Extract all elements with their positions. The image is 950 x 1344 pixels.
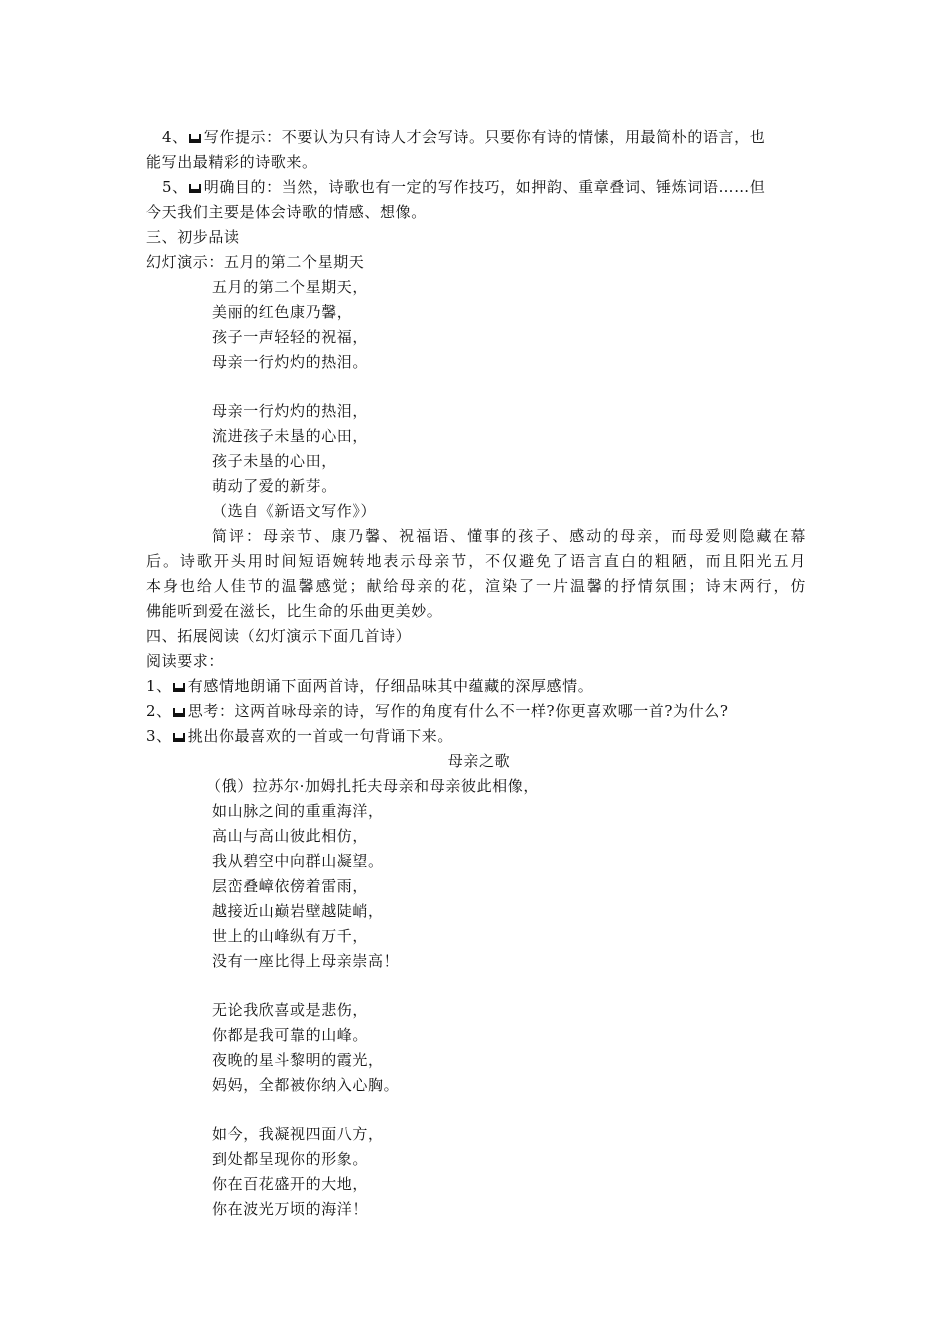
poem-2-line: 无论我欣喜或是悲伤，: [212, 1001, 369, 1019]
poem-1-source: （选自《新语文写作》）: [212, 502, 377, 520]
section-4-heading: 四、拓展阅读（幻灯演示下面几首诗）: [146, 627, 412, 645]
bullet-icon: [173, 733, 185, 742]
poem-1-line: 母亲一行灼灼的热泪，: [212, 402, 369, 420]
item-4-line-1: [162, 127, 822, 147]
poem-2-line: 你在百花盛开的大地，: [212, 1175, 369, 1193]
requirement-text: 有感情地朗诵下面两首诗，仔细品味其中蕴藏的深厚感情。: [187, 677, 594, 695]
bullet-icon: [173, 708, 185, 717]
poem-1-line: 萌动了爱的新芽。: [212, 477, 337, 495]
poem-2-line: 夜晚的星斗黎明的霞光，: [212, 1051, 384, 1069]
poem-2-line: 我从碧空中向群山凝望。: [212, 852, 384, 870]
poem-2-line: 如今，我凝视四面八方，: [212, 1125, 384, 1143]
poem-1-line: 美丽的红色康乃馨，: [212, 303, 353, 321]
item-4-number: 4、: [162, 128, 188, 146]
requirement-1: [146, 676, 806, 696]
poem-2-title: 母亲之歌: [447, 752, 511, 770]
poem-2-line: 没有一座比得上母亲崇高！: [212, 952, 400, 970]
poem-2-line: 越接近山巅岩壁越陡峭，: [212, 902, 384, 920]
section-3-heading: 三、初步品读: [146, 228, 240, 246]
slide-1-label: 幻灯演示：五月的第二个星期天: [146, 253, 365, 271]
bullet-icon: [189, 134, 201, 143]
comment-line-4: 佛能听到爱在滋长，比生命的乐曲更美妙。: [146, 602, 443, 620]
bullet-icon: [189, 184, 201, 193]
poem-1-line: 五月的第二个星期天，: [212, 278, 369, 296]
poem-2-line: 你在波光万顷的海洋！: [212, 1200, 369, 1218]
bullet-icon: [173, 683, 185, 692]
poem-2-author-line: （俄）拉苏尔·加姆扎托夫母亲和母亲彼此相像，: [206, 777, 539, 795]
item-4-text: 写作提示：不要认为只有诗人才会写诗。只要你有诗的情愫，用最简朴的语言，也: [203, 128, 766, 146]
item-5-line-1: [162, 177, 822, 197]
item-4-line-2: 能写出最精彩的诗歌来。: [146, 153, 318, 171]
poem-2-line: 层峦叠嶂依傍着雷雨，: [212, 877, 369, 895]
requirement-text: 挑出你最喜欢的一首或一句背诵下来。: [187, 727, 453, 745]
poem-2-line: 到处都呈现你的形象。: [212, 1150, 369, 1168]
item-5-text: 明确目的：当然，诗歌也有一定的写作技巧，如押韵、重章叠词、锤炼词语……但: [203, 178, 766, 196]
requirement-2: [146, 701, 806, 721]
comment-line-2: 后。诗歌开头用时间短语婉转地表示母亲节，不仅避免了语言直白的粗陋，而且阳光五月: [146, 552, 806, 570]
requirement-3: [146, 726, 806, 746]
poem-1-line: 母亲一行灼灼的热泪。: [212, 353, 369, 371]
requirement-number: 1、: [146, 677, 172, 695]
requirement-number: 3、: [146, 727, 172, 745]
requirement-number: 2、: [146, 702, 172, 720]
poem-2-line: 妈妈，全都被你纳入心胸。: [212, 1076, 400, 1094]
poem-1-line: 孩子未垦的心田，: [212, 452, 337, 470]
poem-1-line: 流进孩子未垦的心田，: [212, 427, 369, 445]
poem-2-line: 高山与高山彼此相仿，: [212, 827, 369, 845]
item-5-number: 5、: [162, 178, 188, 196]
reading-requirements-label: 阅读要求：: [146, 652, 225, 670]
comment-line-3: 本身也给人佳节的温馨感觉；献给母亲的花，渲染了一片温馨的抒情氛围；诗末两行，仿: [146, 577, 806, 595]
poem-2-line: 如山脉之间的重重海洋，: [212, 802, 384, 820]
requirement-text: 思考：这两首咏母亲的诗，写作的角度有什么不一样?你更喜欢哪一首?为什么?: [187, 702, 729, 720]
comment-line-1: 简评：母亲节、康乃馨、祝福语、懂事的孩子、感动的母亲，而母爱则隐藏在幕: [212, 527, 806, 545]
item-5-line-2: 今天我们主要是体会诗歌的情感、想像。: [146, 203, 427, 221]
poem-2-line: 世上的山峰纵有万千，: [212, 927, 369, 945]
poem-1-line: 孩子一声轻轻的祝福，: [212, 328, 369, 346]
poem-2-line: 你都是我可靠的山峰。: [212, 1026, 369, 1044]
